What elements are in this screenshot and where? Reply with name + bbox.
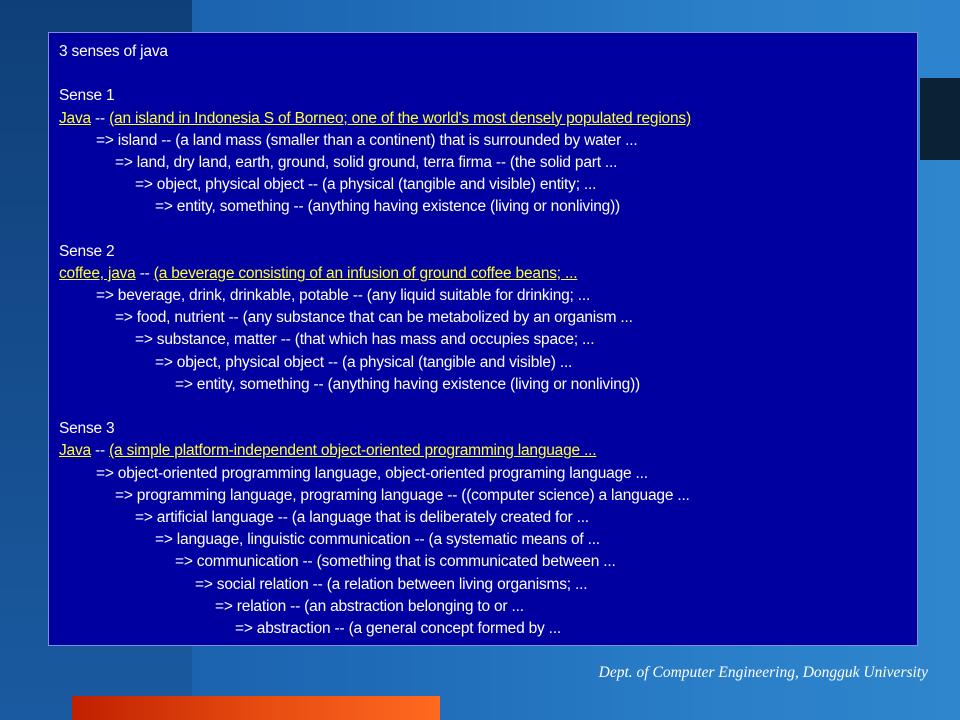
sense-definition xyxy=(59,440,907,462)
sense-gloss-link[interactable]: (an island in Indonesia S of Borneo; one of the world's most densely populated regions) xyxy=(109,109,691,127)
sense-heading: Sense 3 xyxy=(59,420,115,438)
footer-credit: Dept. of Computer Engineering, Dongguk University xyxy=(598,664,928,681)
hypernym-line: => land, dry land, earth, ground, solid ground, terra firma -- (the solid part ... xyxy=(115,153,618,171)
separator: -- xyxy=(90,442,110,460)
hypernym-line: => abstraction -- (a general concept formed by ... xyxy=(235,619,562,637)
hypernym-line: => island -- (a land mass (smaller than a continent) that is surrounded by water ... xyxy=(96,131,638,149)
hypernym-line: => artificial language -- (a language that is deliberately created for ... xyxy=(135,508,589,526)
sense-gloss-link[interactable]: (a beverage consisting of an infusion of ground coffee beans; ... xyxy=(153,264,578,282)
sense-term-link[interactable]: coffee, java xyxy=(59,264,136,282)
separator: -- xyxy=(90,109,110,127)
hypernym-line: => social relation -- (a relation between living organisms; ... xyxy=(195,575,588,593)
hypernym-line: => language, linguistic communication -- (a systematic means of ... xyxy=(155,531,600,549)
decorative-right-stripe xyxy=(920,0,960,78)
hypernym-line: => object-oriented programming language, object-oriented programing language ... xyxy=(96,464,648,482)
sense-gloss-link[interactable]: (a simple platform-independent object-oriented programming language ... xyxy=(109,442,597,460)
hypernym-line: => substance, matter -- (that which has mass and occupies space; ... xyxy=(135,331,595,349)
hypernym-line: => entity, something -- (anything having existence (living or nonliving)) xyxy=(155,198,620,216)
sense-heading: Sense 2 xyxy=(59,242,115,260)
hypernym-line: => food, nutrient -- (any substance that can be metabolized by an organism ... xyxy=(115,309,633,327)
hypernym-line: => object, physical object -- (a physical (tangible and visible) ... xyxy=(155,353,573,371)
hypernym-line: => object, physical object -- (a physical (tangible and visible) entity; ... xyxy=(135,176,597,194)
sense-term-link[interactable]: Java xyxy=(59,109,91,127)
hypernym-line: => entity, something -- (anything having existence (living or nonliving)) xyxy=(175,375,640,393)
sense-heading: Sense 1 xyxy=(59,87,115,105)
hypernym-line: => relation -- (an abstraction belonging to or ... xyxy=(215,597,524,615)
panel-title: 3 senses of java xyxy=(59,43,168,60)
wordnet-output-panel xyxy=(48,32,918,646)
hypernym-line: => programming language, programing language -- ((computer science) a language ... xyxy=(115,486,690,504)
sense-definition xyxy=(59,263,907,285)
decorative-bottom-bar xyxy=(72,696,440,720)
hypernym-line: => communication -- (something that is communicated between ... xyxy=(175,553,616,571)
separator: -- xyxy=(135,264,154,282)
hypernym-line: => beverage, drink, drinkable, potable -- (any liquid suitable for drinking; ... xyxy=(96,287,591,305)
sense-definition xyxy=(59,108,907,130)
sense-term-link[interactable]: Java xyxy=(59,442,91,460)
decorative-right-dark-block xyxy=(920,78,960,160)
